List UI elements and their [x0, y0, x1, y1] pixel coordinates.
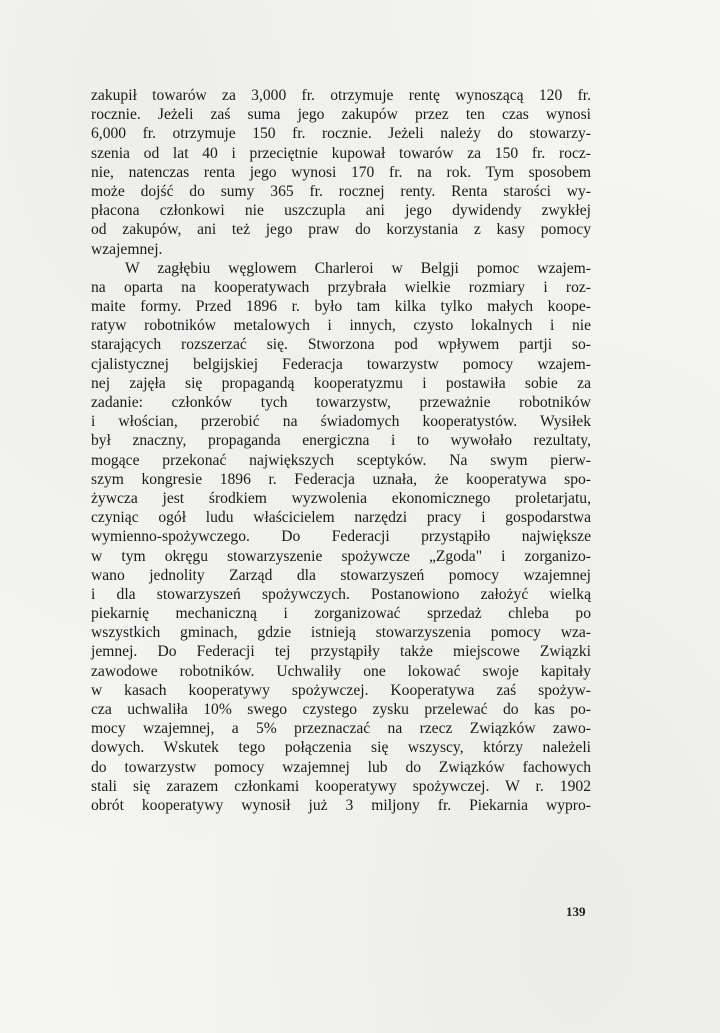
text-line: zakupił towarów za 3,000 fr. otrzymuje rentę wynoszącą 120 fr. [91, 87, 591, 104]
text-line: w kasach kooperatywy spożywczej. Kooperatywa zaś spożyw- [91, 681, 591, 699]
text-line: był znaczny, propaganda energiczna i to wywołało rezultaty, [91, 432, 591, 450]
text-line: obrót kooperatywy wynosił już 3 miljony fr. Piekarnia wypro- [91, 796, 591, 814]
text-line: w tym okręgu stowarzyszenie spożywcze „Zgoda" i zorganizo- [91, 547, 591, 565]
text-line: mogące przekonać największych sceptyków. Na swym pierw- [91, 451, 591, 469]
text-line: żywcza jest środkiem wyzwolenia ekonomicznego proletarjatu, [91, 489, 591, 507]
text-line: maite formy. Przed 1896 r. było tam kilka tylko małych koope- [91, 298, 591, 316]
text-line: piekarnię mechaniczną i zorganizować sprzedaż chleba po [91, 605, 591, 623]
text-line: zadanie: członków tych towarzystw, przeważnie robotników [91, 394, 591, 411]
text-line: wszystkich gminach, gdzie istnieją stowarzyszenia pomocy wza- [91, 624, 591, 642]
text-line: dowych. Wskutek tego połączenia się wszyscy, którzy należeli [91, 739, 591, 757]
text-line: jemnej. Do Federacji tej przystąpiły także miejscowe Związki [91, 643, 591, 661]
text-line: rocznie. Jeżeli zaś suma jego zakupów przez ten czas wynosi [91, 106, 591, 124]
text-line: cza uchwaliła 10% swego czystego zysku przelewać do kas po- [91, 701, 591, 718]
text-line: zawodowe robotników. Uchwaliły one lokować swoje kapitały [91, 662, 591, 680]
text-line: i dla stowarzyszeń spożywczych. Postanowiono założyć wielką [91, 585, 591, 603]
text-line: do towarzystw pomocy wzajemnej lub do Związków fachowych [91, 758, 591, 776]
text-line: nej zajęła się propagandą kooperatyzmu i postawiła sobie za [91, 374, 591, 392]
text-line: wano jednolity Zarząd dla stowarzyszeń pomocy wzajemnej [91, 566, 591, 584]
text-line: płacona członkowi nie uszczupla ani jego dywidendy zwykłej [91, 202, 591, 220]
text-line: nie, natenczas renta jego wynosi 170 fr. na rok. Tym sposobem [91, 163, 591, 181]
text-line: W zagłębiu węglowem Charleroi w Belgji pomoc wzajem- [125, 259, 591, 277]
text-line: 6,000 fr. otrzymuje 150 fr. rocznie. Jeżeli należy do stowarzy- [91, 125, 591, 143]
text-line: na oparta na kooperatywach przybrała wielkie rozmiary i roz- [91, 278, 591, 296]
text-line: ratyw robotników metalowych i innych, czysto lokalnych i nie [91, 317, 591, 335]
text-line: cjalistycznej belgijskiej Federacja towarzystw pomocy wzajem- [91, 355, 591, 373]
text-line: mocy wzajemnej, a 5% przeznaczać na rzecz Związków zawo- [91, 720, 591, 738]
page-number: 139 [566, 904, 586, 919]
text-line: szenia od lat 40 i przeciętnie kupował towarów za 150 fr. rocz- [91, 144, 591, 162]
text-line: wymienno-spożywczego. Do Federacji przystąpiło największe [91, 528, 591, 546]
text-line: starających rozszerzać się. Stworzona pod wpływem partji so- [91, 336, 591, 354]
text-line: szym kongresie 1896 r. Federacja uznała, że kooperatywa spo- [91, 470, 591, 488]
text-line: może dojść do sumy 365 fr. rocznej renty. Renta starości wy- [91, 182, 591, 200]
text-line: czyniąc ogół ludu właścicielem narzędzi pracy i gospodarstwa [91, 509, 591, 527]
text-line: od zakupów, ani też jego praw do korzystania z kasy pomocy [91, 221, 591, 239]
text-line: stali się zarazem członkami kooperatywy spożywczej. W r. 1902 [91, 777, 591, 795]
body-text [91, 86, 591, 815]
text-line: wzajemnej. [91, 240, 163, 258]
text-line: i włościan, przerobić na świadomych kooperatystów. Wysiłek [91, 413, 591, 431]
